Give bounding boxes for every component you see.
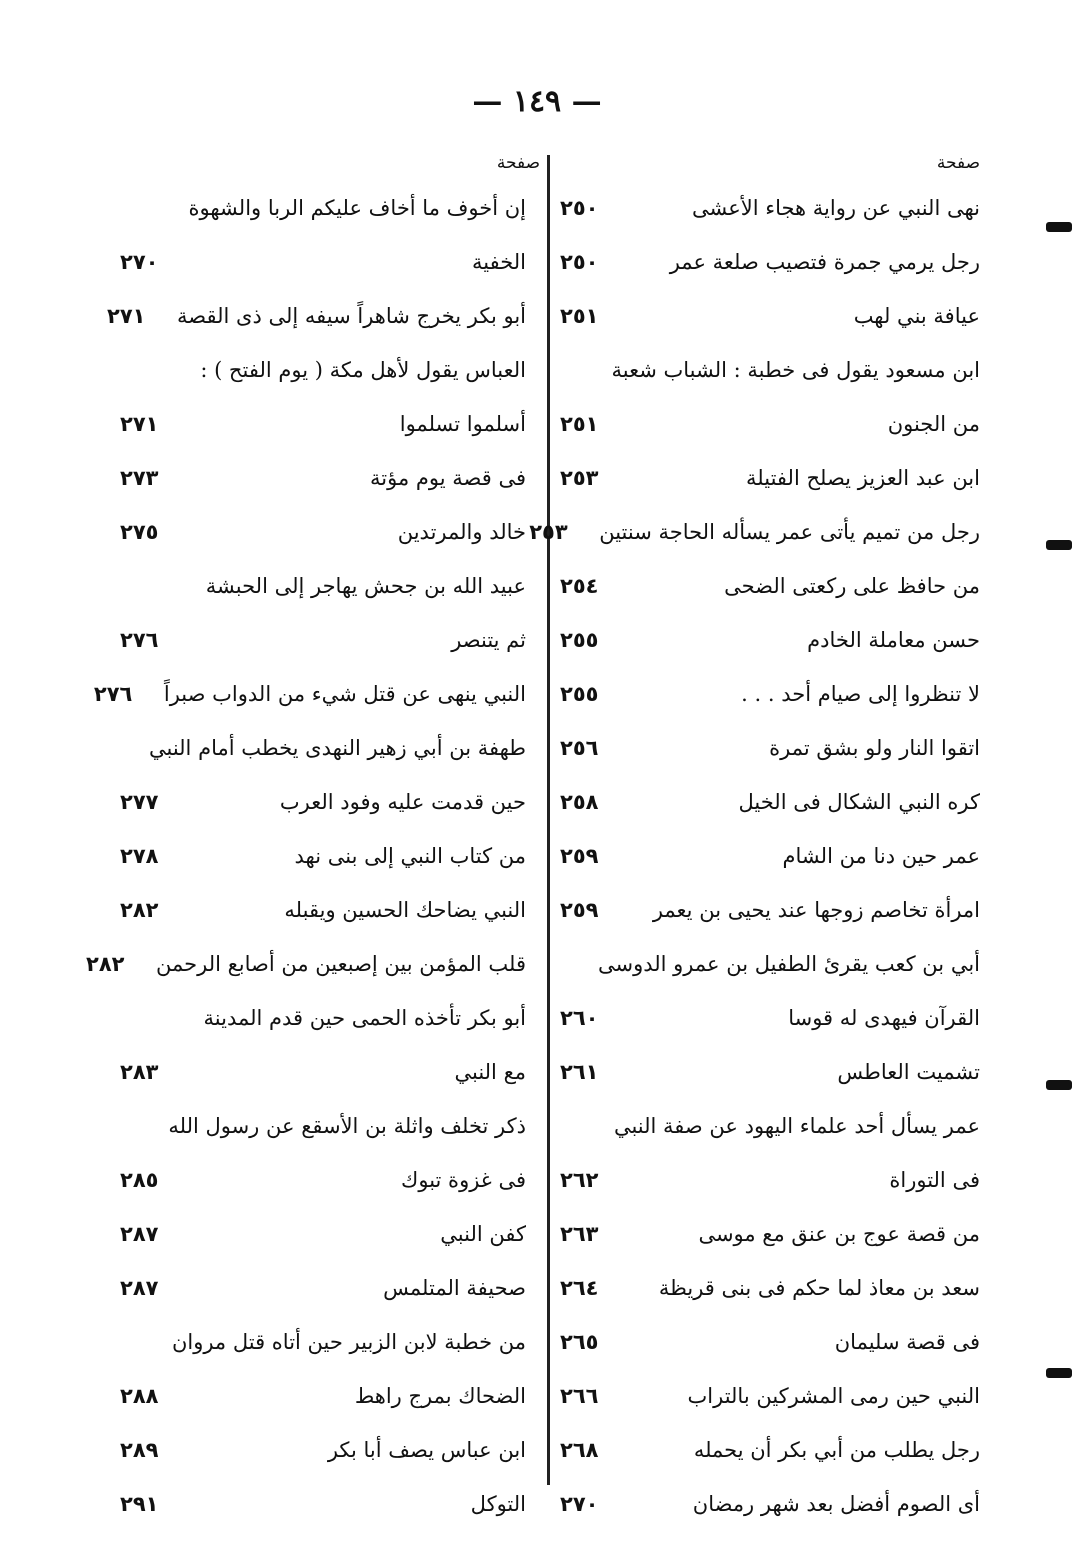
index-entry xyxy=(560,1153,980,1207)
index-entry xyxy=(120,613,540,667)
entry-title: أى الصوم أفضل بعد شهر رمضان xyxy=(692,1492,980,1516)
index-entry xyxy=(529,505,980,559)
entry-title: عيافة بني لهب xyxy=(853,304,980,328)
index-entry xyxy=(120,721,540,775)
entry-page-number: ٢٥١ xyxy=(560,304,599,328)
entry-title: ابن عبد العزيز يصلح الفتيلة xyxy=(746,466,980,490)
left-column xyxy=(86,145,540,1531)
left-column-entries xyxy=(86,181,540,1531)
entry-title: فى غزوة تبوك xyxy=(401,1168,526,1192)
index-entry xyxy=(120,775,540,829)
entry-title: فى قصة يوم مؤتة xyxy=(370,466,526,490)
entry-title: كفن النبي xyxy=(440,1222,526,1246)
entry-page-number: ٢٦٤ xyxy=(560,1276,599,1300)
entry-page-number: ٢٨٢ xyxy=(86,952,125,976)
index-entry xyxy=(86,937,540,991)
entry-page-number: ٢٥٠ xyxy=(560,196,599,220)
entry-page-number: ٢٨٥ xyxy=(120,1168,159,1192)
index-entry xyxy=(560,343,980,397)
column-divider xyxy=(547,155,550,1485)
entry-page-number: ٢٥٩ xyxy=(560,844,599,868)
index-entry xyxy=(120,1423,540,1477)
entry-page-number: ٢٧٥ xyxy=(120,520,159,544)
entry-title: خالد والمرتدين xyxy=(397,520,526,544)
entry-page-number: ٢٥٥ xyxy=(560,682,599,706)
entry-page-number: ٢٦٥ xyxy=(560,1330,599,1354)
index-entry xyxy=(120,343,540,397)
index-entry xyxy=(120,1477,540,1531)
entry-page-number: ٢٨٣ xyxy=(120,1060,159,1084)
entry-page-number: ٢٧٠ xyxy=(120,250,159,274)
index-entry xyxy=(120,1153,540,1207)
index-entry xyxy=(560,235,980,289)
entry-title: التوكل xyxy=(470,1492,526,1516)
entry-title: الضحاك بمرج راهط xyxy=(354,1384,526,1408)
entry-page-number: ٢٧١ xyxy=(120,412,159,436)
entry-title: حين قدمت عليه وفود العرب xyxy=(279,790,526,814)
index-entry xyxy=(120,829,540,883)
entry-page-number: ٢٥٩ xyxy=(560,898,599,922)
index-entry xyxy=(560,289,980,343)
entry-page-number: ٢٥١ xyxy=(560,412,599,436)
entry-title: نهى النبي عن رواية هجاء الأعشى xyxy=(691,196,980,220)
entry-page-number: ٢٧٠ xyxy=(560,1492,599,1516)
index-entry xyxy=(120,883,540,937)
left-column-header: صفحة xyxy=(496,153,540,173)
index-entry xyxy=(120,397,540,451)
entry-title: أبو بكر يخرج شاهراً سيفه إلى ذى القصة xyxy=(177,304,526,328)
index-entry xyxy=(560,721,980,775)
index-entry xyxy=(120,1369,540,1423)
index-entry xyxy=(560,451,980,505)
entry-title: ابن عباس يصف أبا بكر xyxy=(327,1438,526,1462)
entry-title: مع النبي xyxy=(454,1060,526,1084)
entry-title: إن أخوف ما أخاف عليكم الربا والشهوة xyxy=(188,196,526,220)
index-entry xyxy=(560,1369,980,1423)
right-column-header: صفحة xyxy=(936,153,980,173)
entry-title: رجل من تميم يأتى عمر يسأله الحاجة سنتين xyxy=(599,520,980,544)
entry-page-number: ٢٥٦ xyxy=(560,736,599,760)
index-entry xyxy=(560,937,980,991)
entry-page-number: ٢٦١ xyxy=(560,1060,599,1084)
index-entry xyxy=(107,289,540,343)
entry-title: فى قصة سليمان xyxy=(834,1330,980,1354)
entry-title: الخفية xyxy=(471,250,526,274)
index-entry xyxy=(120,991,540,1045)
entry-title: النبي حين رمى المشركين بالتراب xyxy=(687,1384,980,1408)
index-entry xyxy=(120,505,540,559)
entry-page-number: ٢٥٣ xyxy=(560,466,599,490)
index-entry xyxy=(560,1315,980,1369)
index-entry xyxy=(560,1099,980,1153)
entry-page-number: ٢٥٨ xyxy=(560,790,599,814)
index-entry xyxy=(560,181,980,235)
entry-title: القرآن فيهدى له قوسا xyxy=(788,1006,980,1030)
index-entry xyxy=(120,559,540,613)
index-entry xyxy=(120,1207,540,1261)
entry-title: عبيد الله بن جحش يهاجر إلى الحبشة xyxy=(205,574,526,598)
index-entry xyxy=(120,1099,540,1153)
entry-title: أبو بكر تأخذه الحمى حين قدم المدينة xyxy=(203,1006,526,1030)
entry-page-number: ٢٧١ xyxy=(107,304,146,328)
entry-title: عمر حين دنا من الشام xyxy=(782,844,980,868)
index-entry xyxy=(560,1423,980,1477)
entry-title: قلب المؤمن بين إصبعين من أصابع الرحمن xyxy=(156,952,526,976)
entry-title: رجل يرمي جمرة فتصيب صلعة عمر xyxy=(669,250,980,274)
index-entry xyxy=(560,613,980,667)
entry-title: ابن مسعود يقول فى خطبة : الشباب شعبة xyxy=(611,358,980,382)
index-entry xyxy=(560,1477,980,1531)
entry-title: من الجنون xyxy=(887,412,980,436)
entry-title: فى التوراة xyxy=(889,1168,980,1192)
entry-page-number: ٢٨٩ xyxy=(120,1438,159,1462)
entry-page-number: ٢٧٦ xyxy=(93,682,133,706)
right-column xyxy=(529,145,980,1531)
index-entry xyxy=(560,1261,980,1315)
entry-page-number: ٢٨٧ xyxy=(120,1222,159,1246)
entry-title: من خطبة لابن الزبير حين أتاه قتل مروان xyxy=(171,1330,526,1354)
index-entry xyxy=(560,1045,980,1099)
entry-title: النبي ينهى عن قتل شيء من الدواب صبراً xyxy=(163,682,526,706)
entry-title: النبي يضاحك الحسين ويقبله xyxy=(284,898,526,922)
index-entry xyxy=(560,883,980,937)
index-entry xyxy=(560,667,980,721)
index-entry xyxy=(560,1207,980,1261)
page-number: — ١٤٩ — xyxy=(472,84,602,119)
entry-title: رجل يطلب من أبي بكر أن يحمله xyxy=(693,1438,980,1462)
entry-title: ذكر تخلف واثلة بن الأسقع عن رسول الله xyxy=(168,1114,526,1138)
index-entry xyxy=(120,1315,540,1369)
entry-page-number: ٢٨٧ xyxy=(120,1276,159,1300)
entry-page-number: ٢٧٧ xyxy=(120,790,159,814)
entry-title: عمر يسأل أحد علماء اليهود عن صفة النبي xyxy=(613,1114,980,1138)
entry-page-number: ٢٦٢ xyxy=(560,1168,599,1192)
entry-page-number: ٢٥٥ xyxy=(560,628,599,652)
margin-mark xyxy=(1046,540,1072,550)
entry-title: من قصة عوج بن عنق مع موسى xyxy=(698,1222,980,1246)
margin-mark xyxy=(1046,222,1072,232)
entry-page-number: ٢٦٦ xyxy=(560,1384,599,1408)
entry-title: ثم يتنصر xyxy=(451,628,526,652)
entry-page-number: ٢٥٣ xyxy=(529,520,568,544)
margin-mark xyxy=(1046,1080,1072,1090)
index-entry xyxy=(120,235,540,289)
index-entry xyxy=(93,667,540,721)
index-entry xyxy=(560,991,980,1045)
entry-page-number: ٢٦٨ xyxy=(560,1438,599,1462)
entry-page-number: ٢٨٢ xyxy=(120,898,159,922)
entry-title: لا تنظروا إلى صيام أحد . . . xyxy=(741,682,980,706)
entry-page-number: ٢٦٣ xyxy=(560,1222,599,1246)
index-entry xyxy=(560,775,980,829)
entry-title: كره النبي الشكال فى الخيل xyxy=(738,790,980,814)
entry-title: حسن معاملة الخادم xyxy=(807,628,980,652)
index-entry xyxy=(560,829,980,883)
entry-page-number: ٢٧٦ xyxy=(120,628,159,652)
entry-title: من حافظ على ركعتى الضحى xyxy=(724,574,980,598)
entry-title: سعد بن معاذ لما حكم فى بنى قريظة xyxy=(658,1276,980,1300)
entry-title: أبي بن كعب يقرئ الطفيل بن عمرو الدوسى xyxy=(597,952,980,976)
entry-title: من كتاب النبي إلى بنى نهد xyxy=(294,844,526,868)
index-entry xyxy=(120,181,540,235)
index-entry xyxy=(560,559,980,613)
entry-title: امرأة تخاصم زوجها عند يحيى بن يعمر xyxy=(652,898,980,922)
entry-page-number: ٢٨٨ xyxy=(120,1384,159,1408)
index-entry xyxy=(560,397,980,451)
entry-page-number: ٢٧٣ xyxy=(120,466,159,490)
entry-title: صحيفة المتلمس xyxy=(383,1276,526,1300)
entry-page-number: ٢٧٨ xyxy=(120,844,159,868)
entry-title: اتقوا النار ولو بشق تمرة xyxy=(769,736,980,760)
entry-title: العباس يقول لأهل مكة ( يوم الفتح ) : xyxy=(200,358,526,382)
margin-mark xyxy=(1046,1368,1072,1378)
right-column-entries xyxy=(529,181,980,1531)
entry-page-number: ٢٥٤ xyxy=(560,574,599,598)
entry-title: تشميت العاطس xyxy=(837,1060,980,1084)
entry-title: طهفة بن أبي زهير النهدى يخطب أمام النبي xyxy=(148,736,526,760)
index-entry xyxy=(120,1261,540,1315)
entry-page-number: ٢٩١ xyxy=(120,1492,159,1516)
entry-title: أسلموا تسلموا xyxy=(399,412,526,436)
entry-page-number: ٢٥٠ xyxy=(560,250,599,274)
entry-page-number: ٢٦٠ xyxy=(560,1006,599,1030)
index-entry xyxy=(120,451,540,505)
index-entry xyxy=(120,1045,540,1099)
